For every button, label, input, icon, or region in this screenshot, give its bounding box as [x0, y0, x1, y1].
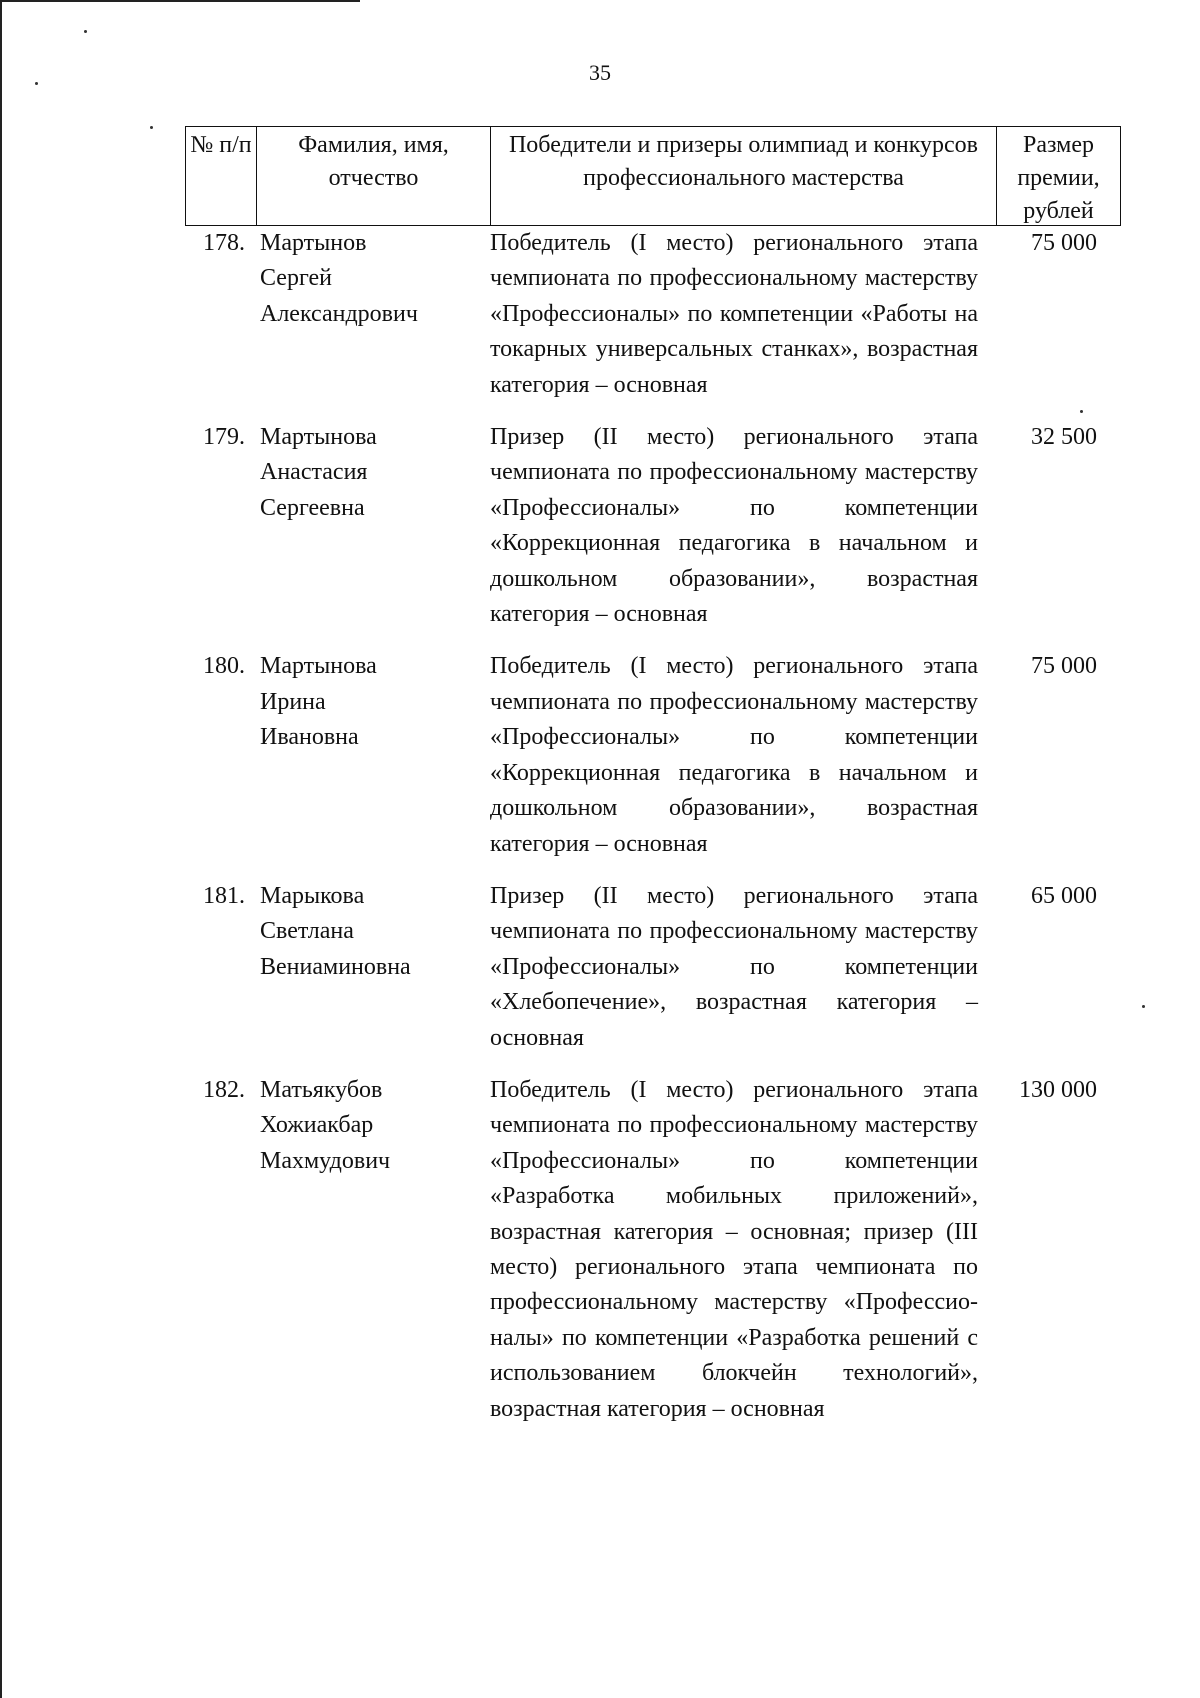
header-full-name: Фамилия, имя, отчество: [257, 127, 491, 225]
row-full-name: Мартынов Сергей Александрович: [260, 230, 418, 327]
table-row: [185, 649, 1125, 861]
row-prize-amount: 75 000: [1031, 653, 1097, 680]
row-prize-amount: 75 000: [1031, 230, 1097, 256]
page-number: 35: [589, 60, 611, 85]
row-full-name: Матьякубов Хожиакбар Махмудович: [260, 1076, 391, 1174]
row-achievement: Победитель (I место) регионального этапа чемпионата по профессиональному мастерству «Профессионалы» по компетенции «Разработка мобильных приложений», возрастная категория – основная; призер (III место) регионального этапа чемпионата по профессиональному мастерству «Профессионалы» по компетенции «Разработка решений с использованием блокчейн технологий», возрастная категория – основная: [490, 1076, 978, 1422]
row-full-name: Марыкова Светлана Вениаминовна: [260, 882, 411, 980]
row-prize-amount: 32 500: [1031, 424, 1097, 451]
table-row: [185, 1073, 1125, 1427]
scan-edge-top: [0, 0, 360, 2]
row-number: 180.: [203, 653, 245, 680]
row-achievement: Победитель (I место) регионального этапа чемпионата по профессиональному мастерству «Профессионалы» по компетенции «Работы на токарных универсальных станках», возрастная категория – основная: [490, 230, 978, 398]
header-achievement: Победители и призеры олимпиад и конкурсов профессионального мастерства: [491, 127, 997, 225]
table-row: [185, 226, 1125, 403]
row-number: 179.: [203, 424, 245, 451]
table-row: [185, 879, 1125, 1056]
table-row: [185, 420, 1125, 632]
row-number: 182.: [203, 1076, 245, 1103]
scan-speck: [84, 30, 87, 33]
scan-speck: [1142, 1005, 1145, 1008]
row-full-name: Мартынова Анастасия Сергеевна: [260, 424, 377, 521]
header-prize-amount: Размер премии, рублей: [1017, 132, 1100, 224]
row-achievement: Призер (II место) регионального этапа чемпионата по профессиональному мастерству «Профессионалы» по компетенции «Хлебопечение», возрастная категория – основная: [490, 882, 978, 1051]
row-achievement: Победитель (I место) регионального этапа чемпионата по профессиональному мастерству «Профессионалы» по компетенции «Коррекционная педагогика в начальном и дошкольном образовании», возрастная категория – основная: [490, 653, 978, 857]
row-number: 178.: [203, 230, 245, 256]
row-full-name: Мартынова Ирина Ивановна: [260, 653, 377, 751]
row-number: 181.: [203, 882, 245, 909]
table-header: [185, 126, 1121, 226]
row-achievement: Призер (II место) регионального этапа чемпионата по профессиональному мастерству «Профессионалы» по компетенции «Коррекционная педагогика в начальном и дошкольном образовании», возрастная категория – основная: [490, 424, 978, 628]
table-body: [185, 226, 1125, 1444]
row-prize-amount: 65 000: [1031, 882, 1097, 909]
row-prize-amount: 130 000: [1019, 1076, 1097, 1103]
scan-edge-left: [0, 0, 2, 1698]
header-number: № п/п: [186, 127, 257, 225]
scan-speck: [150, 126, 153, 129]
